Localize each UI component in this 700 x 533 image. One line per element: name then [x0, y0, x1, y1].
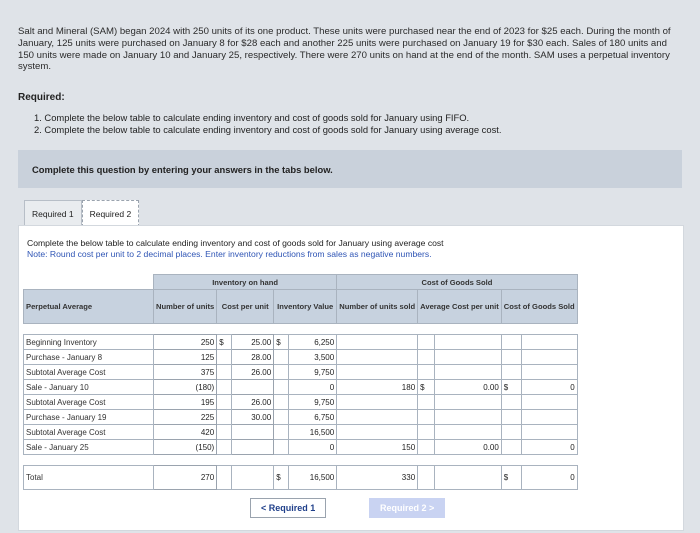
- cost-per-unit-input[interactable]: [232, 440, 274, 455]
- empty-cell: [217, 466, 232, 490]
- empty-cell: [434, 466, 501, 490]
- col-header-avg-cost: Average Cost per unit: [418, 290, 502, 324]
- cost-per-unit-input[interactable]: [232, 380, 274, 395]
- cost-currency: $: [217, 335, 232, 350]
- value-currency: [274, 425, 289, 440]
- value-currency: [274, 395, 289, 410]
- inventory-value: 3,500: [289, 350, 337, 365]
- cost-per-unit-input[interactable]: 26.00: [232, 365, 274, 380]
- tab-required-2[interactable]: Required 2: [82, 200, 140, 227]
- row-label: Purchase - January 19: [24, 410, 154, 425]
- inventory-value: 16,500: [289, 425, 337, 440]
- header-spacer: [24, 275, 154, 290]
- instructions-panel: [18, 150, 682, 188]
- tab-required-1[interactable]: Required 1: [24, 200, 82, 227]
- total-units-input[interactable]: 270: [154, 466, 217, 490]
- panel-text: Complete this question by entering your answers in the tabs below.: [32, 164, 333, 175]
- cogs-currency: [501, 365, 522, 380]
- table-row: [24, 380, 578, 395]
- cost-per-unit-input[interactable]: 25.00: [232, 335, 274, 350]
- units-input[interactable]: 125: [154, 350, 217, 365]
- row-label: Sale - January 25: [24, 440, 154, 455]
- avg-cost-currency: [418, 395, 435, 410]
- inventory-value: 6,750: [289, 410, 337, 425]
- table-row: [24, 440, 578, 455]
- cost-currency: [217, 425, 232, 440]
- cost-per-unit-input[interactable]: 26.00: [232, 395, 274, 410]
- required-item-2: 2. Complete the below table to calculate ending inventory and cost of goods sold for January using average cost.: [34, 123, 502, 135]
- cost-per-unit-input[interactable]: 28.00: [232, 350, 274, 365]
- inventory-value: 0: [289, 380, 337, 395]
- tab-bar: [24, 200, 139, 226]
- inventory-value: 9,750: [289, 365, 337, 380]
- units-input[interactable]: (150): [154, 440, 217, 455]
- cost-currency: [217, 380, 232, 395]
- group-header-on-hand: Inventory on hand: [154, 275, 337, 290]
- total-units-sold: 330: [337, 466, 418, 490]
- avg-cost-value: [434, 395, 501, 410]
- empty-cell: [232, 466, 274, 490]
- row-label: Subtotal Average Cost: [24, 425, 154, 440]
- cogs-value: [522, 335, 577, 350]
- cogs-currency: $: [501, 380, 522, 395]
- units-sold: [337, 365, 418, 380]
- table-row: [24, 335, 578, 350]
- value-currency: [274, 365, 289, 380]
- units-input[interactable]: 250: [154, 335, 217, 350]
- table-row: [24, 425, 578, 440]
- avg-cost-currency: [418, 365, 435, 380]
- required-title: Required:: [18, 92, 65, 103]
- required-item-1: 1. Complete the below table to calculate ending inventory and cost of goods sold for January using FIFO.: [34, 112, 470, 123]
- units-input[interactable]: 225: [154, 410, 217, 425]
- value-currency: [274, 410, 289, 425]
- units-sold: 180: [337, 380, 418, 395]
- inventory-value: 6,250: [289, 335, 337, 350]
- avg-cost-value: [434, 335, 501, 350]
- cogs-value: [522, 425, 577, 440]
- cogs-value: [522, 350, 577, 365]
- cogs-value: [522, 395, 577, 410]
- col-header-units-sold: Number of units sold: [337, 290, 418, 324]
- avg-cost-value: [434, 425, 501, 440]
- spacer-row: [24, 324, 578, 335]
- cogs-currency: [501, 350, 522, 365]
- units-input[interactable]: 195: [154, 395, 217, 410]
- value-currency: [274, 380, 289, 395]
- cost-per-unit-input[interactable]: [232, 425, 274, 440]
- units-sold: [337, 410, 418, 425]
- next-required-2-button[interactable]: Required 2 >: [369, 498, 445, 518]
- units-input[interactable]: 375: [154, 365, 217, 380]
- col-header-cogs: Cost of Goods Sold: [501, 290, 577, 324]
- avg-cost-currency: [418, 410, 435, 425]
- avg-cost-currency: [418, 350, 435, 365]
- value-currency: [274, 350, 289, 365]
- empty-cell: [418, 466, 435, 490]
- avg-cost-value: [434, 410, 501, 425]
- tab-content: [18, 225, 684, 531]
- cogs-currency: [501, 410, 522, 425]
- row-label: Subtotal Average Cost: [24, 365, 154, 380]
- cost-per-unit-input[interactable]: 30.00: [232, 410, 274, 425]
- required-list: [34, 112, 501, 135]
- avg-cost-value: [434, 365, 501, 380]
- instruction-note: Note: Round cost per unit to 2 decimal places. Enter inventory reductions from sales as negative numbers.: [27, 248, 432, 259]
- avg-cost-currency: $: [418, 380, 435, 395]
- prev-required-1-button[interactable]: < Required 1: [250, 498, 326, 518]
- problem-intro: Salt and Mineral (SAM) began 2024 with 250 units of its one product. These units were purchased near the end of 2023 for $25 each. During the month of January, 125 units were purchased on January 8 for $28 each and another 225 units were purchased on January 19 for $30 each. Sales of 180 units and 150 units were made on January 10 and January 25, respectively. There were 270 units on hand at the end of the month. SAM uses a perpetual inventory system.: [18, 26, 671, 73]
- total-value: 16,500: [289, 466, 337, 490]
- cogs-value: 0: [522, 440, 577, 455]
- units-input[interactable]: (180): [154, 380, 217, 395]
- total-row: [24, 466, 578, 490]
- inventory-value: 9,750: [289, 395, 337, 410]
- col-header-label: Perpetual Average: [24, 290, 154, 324]
- avg-cost-currency: [418, 335, 435, 350]
- avg-cost-value: [434, 350, 501, 365]
- cost-currency: [217, 395, 232, 410]
- units-sold: 150: [337, 440, 418, 455]
- units-sold: [337, 395, 418, 410]
- cogs-currency: [501, 335, 522, 350]
- table-row: [24, 395, 578, 410]
- cogs-currency: [501, 440, 522, 455]
- group-header-cogs: Cost of Goods Sold: [337, 275, 577, 290]
- cost-currency: [217, 410, 232, 425]
- cogs-currency: [501, 395, 522, 410]
- units-sold: [337, 350, 418, 365]
- units-input[interactable]: 420: [154, 425, 217, 440]
- cogs-value: [522, 410, 577, 425]
- cogs-currency: [501, 425, 522, 440]
- inventory-value: 0: [289, 440, 337, 455]
- avg-cost-currency: [418, 425, 435, 440]
- total-value-currency: $: [274, 466, 289, 490]
- avg-cost-value: 0.00: [434, 380, 501, 395]
- value-currency: [274, 440, 289, 455]
- table-row: [24, 350, 578, 365]
- col-header-cost-per-unit: Cost per unit: [217, 290, 274, 324]
- avg-cost-currency: [418, 440, 435, 455]
- col-header-inventory-value: Inventory Value: [274, 290, 337, 324]
- cogs-value: [522, 365, 577, 380]
- table-row: [24, 410, 578, 425]
- row-label: Subtotal Average Cost: [24, 395, 154, 410]
- perpetual-average-table: [23, 274, 578, 490]
- table-instructions: [27, 238, 444, 259]
- cogs-value: 0: [522, 380, 577, 395]
- cost-currency: [217, 350, 232, 365]
- row-label: Purchase - January 8: [24, 350, 154, 365]
- row-label: Sale - January 10: [24, 380, 154, 395]
- units-sold: [337, 335, 418, 350]
- row-label: Beginning Inventory: [24, 335, 154, 350]
- table-body: [24, 335, 578, 455]
- value-currency: $: [274, 335, 289, 350]
- spacer-row: [24, 455, 578, 466]
- avg-cost-value: 0.00: [434, 440, 501, 455]
- col-header-units: Number of units: [154, 290, 217, 324]
- total-label: Total: [24, 466, 154, 490]
- table-row: [24, 365, 578, 380]
- units-sold: [337, 425, 418, 440]
- cost-currency: [217, 365, 232, 380]
- cost-currency: [217, 440, 232, 455]
- total-cogs: 0: [522, 466, 577, 490]
- instruction-text: Complete the below table to calculate ending inventory and cost of goods sold for January using average cost: [27, 238, 444, 248]
- total-cogs-currency: $: [501, 466, 522, 490]
